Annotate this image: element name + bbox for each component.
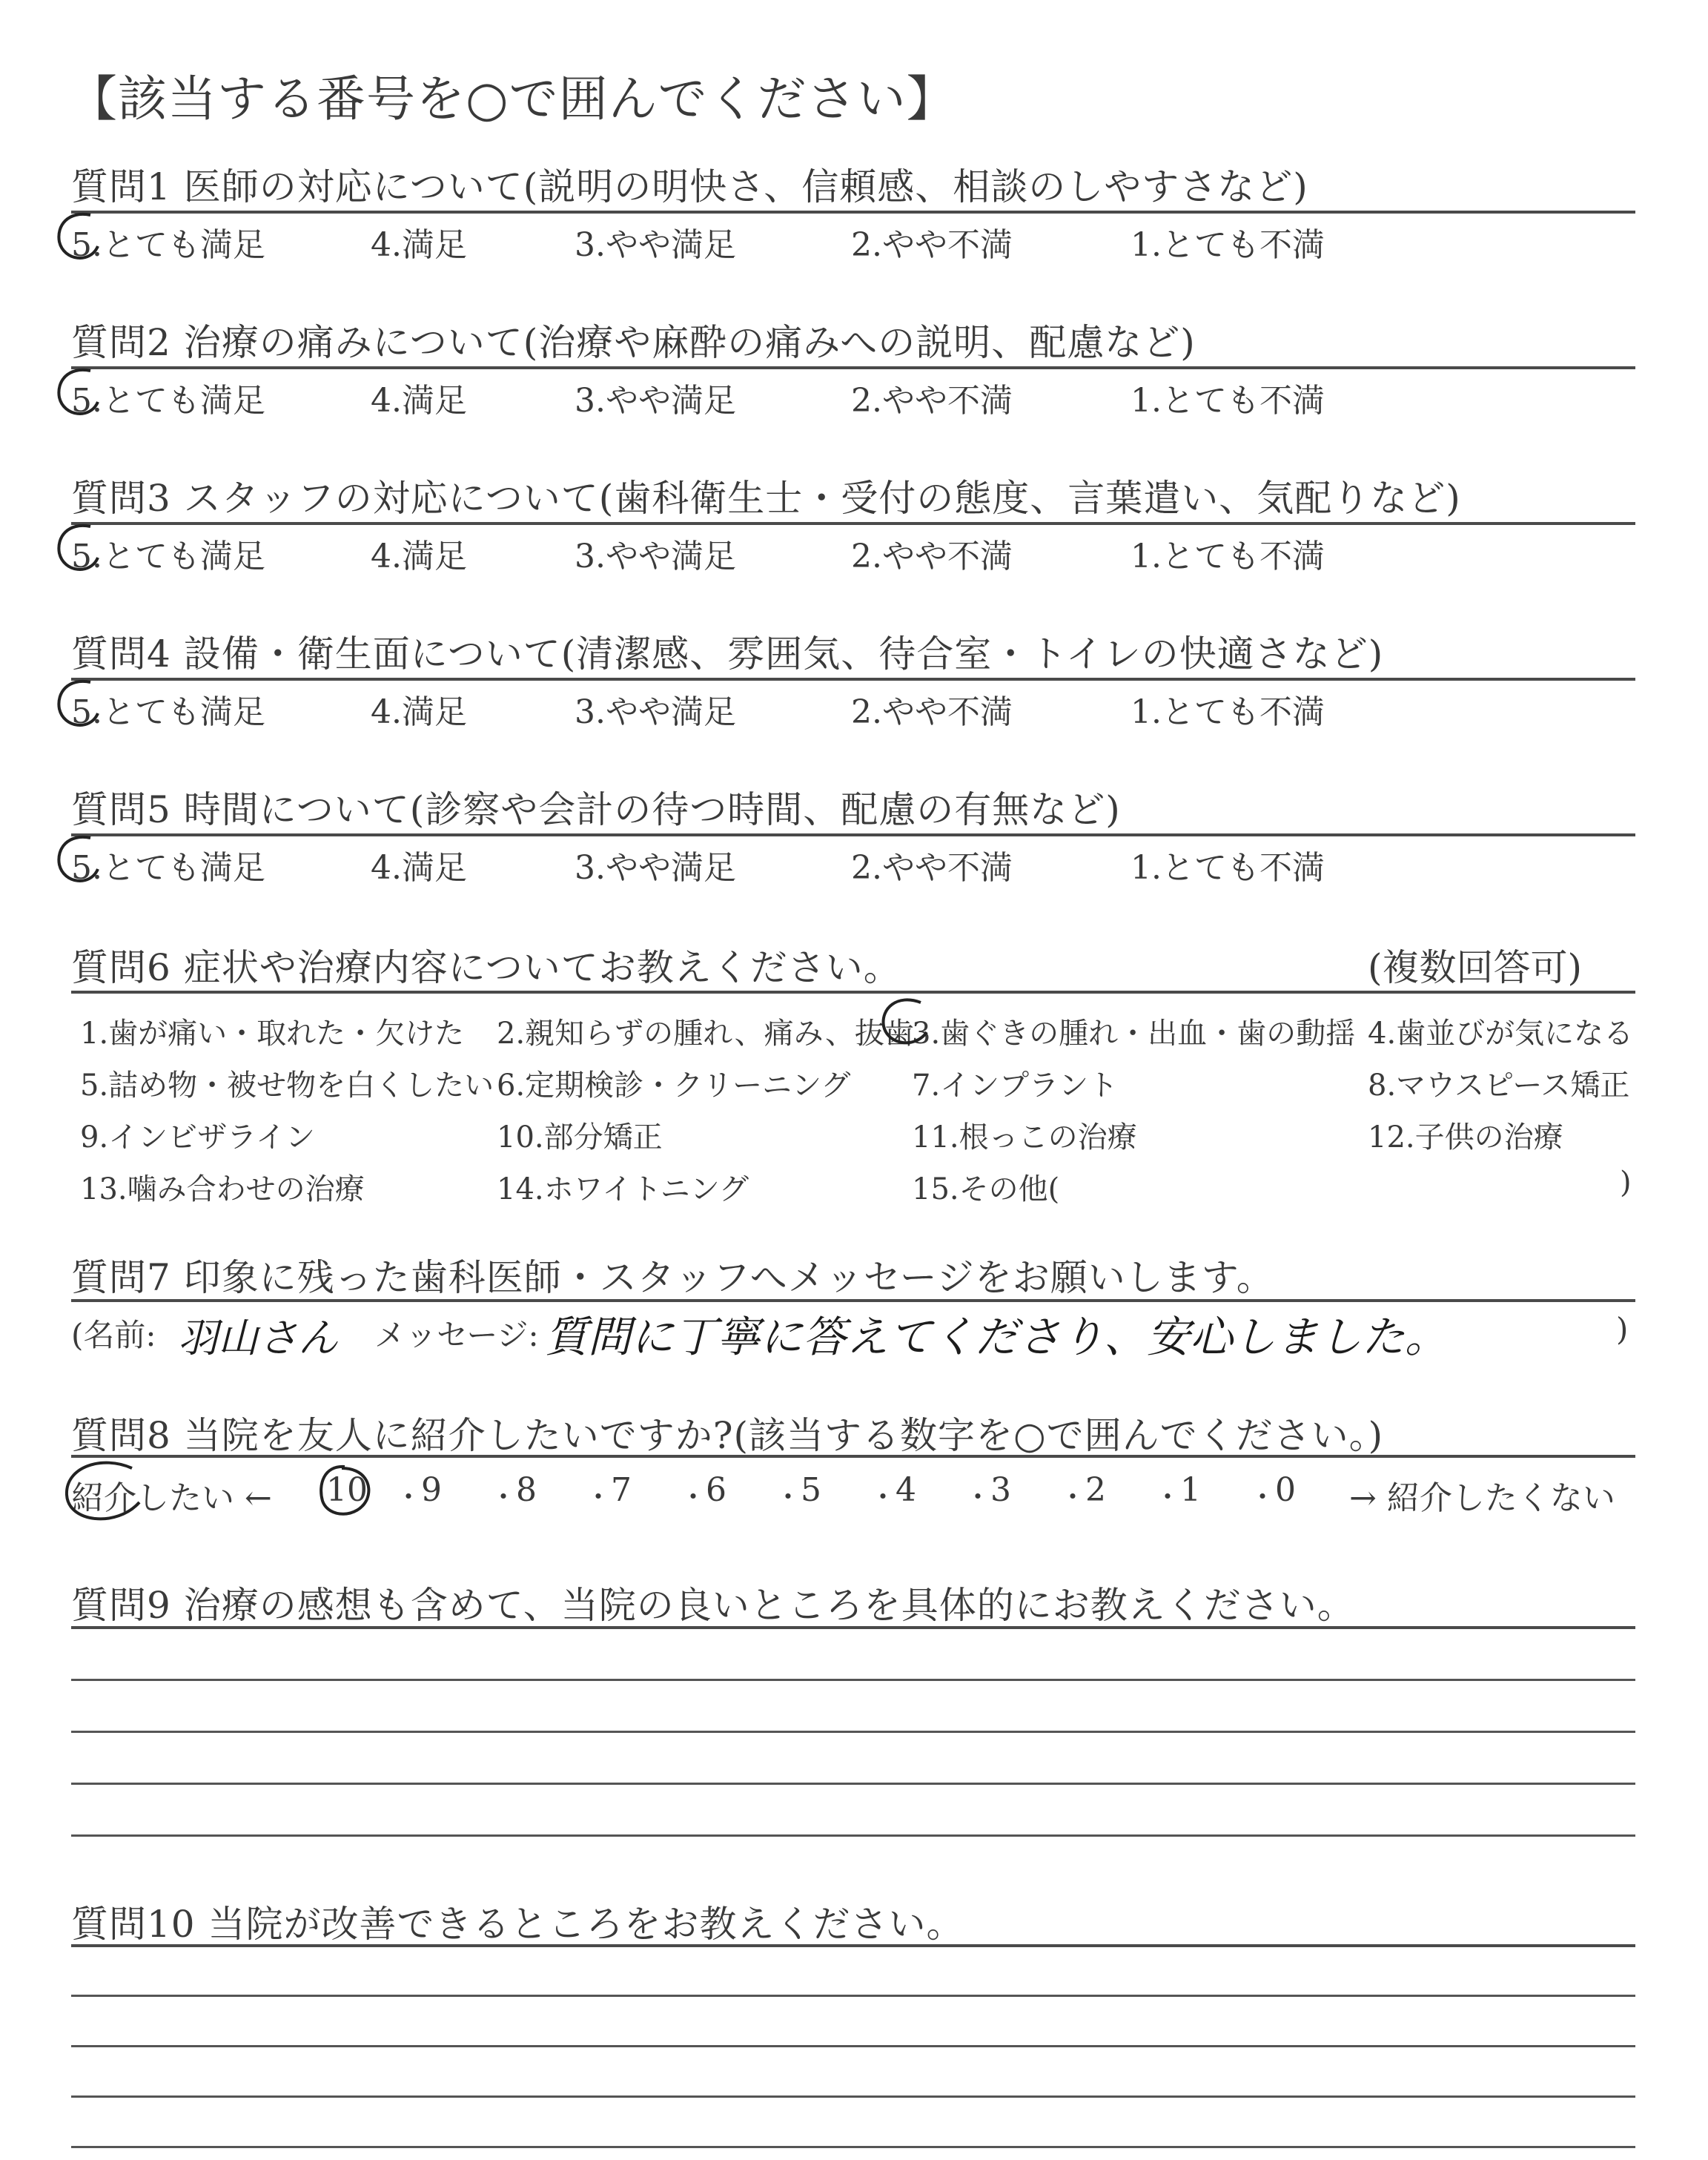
q6-rule [71, 991, 1635, 994]
q2-option-5[interactable]: 5.とても満足 [71, 382, 265, 420]
q10-rule [71, 1944, 1635, 1947]
q8-scale-separator: ・ [1153, 1481, 1182, 1513]
q2-rule [71, 366, 1635, 369]
q6-item-4[interactable]: 4.歯並びが気になる [1368, 1017, 1634, 1051]
q6-item-5[interactable]: 5.詰め物・被せ物を白くしたい [80, 1069, 494, 1103]
q6-item-11[interactable]: 11.根っこの治療 [912, 1120, 1137, 1155]
q8-scale-5[interactable]: 5 [801, 1471, 821, 1509]
q8-scale-8[interactable]: 8 [516, 1471, 537, 1509]
q8-scale-separator: ・ [489, 1481, 518, 1513]
q6-item-14[interactable]: 14.ホワイトニング [497, 1172, 749, 1206]
q8-scale-9[interactable]: 9 [421, 1471, 442, 1509]
q9-answer-line[interactable] [71, 1783, 1635, 1785]
q10-answer-line[interactable] [71, 2095, 1635, 2098]
q10-title: 質問10 当院が改善できるところをお教えください。 [71, 1903, 964, 1946]
q9-answer-line[interactable] [71, 1834, 1635, 1837]
q4-option-5[interactable]: 5.とても満足 [71, 693, 265, 731]
q6-other-close-paren: ) [1620, 1166, 1632, 1200]
q6-item-9[interactable]: 9.インビザライン [80, 1120, 315, 1155]
q6-title: 質問6 症状や治療内容についてお教えください。 [71, 946, 901, 989]
q4-rule [71, 678, 1635, 681]
q5-option-3[interactable]: 3.やや満足 [575, 849, 736, 887]
q8-scale-separator: ・ [679, 1481, 708, 1513]
q9-answer-line[interactable] [71, 1731, 1635, 1733]
q8-scale-separator: ・ [1248, 1481, 1277, 1513]
q5-title: 質問5 時間について(診察や会計の待つ時間、配慮の有無など) [71, 788, 1121, 831]
q6-item-12[interactable]: 12.子供の治療 [1368, 1120, 1563, 1155]
q7-title: 質問7 印象に残った歯科医師・スタッフへメッセージをお願いします。 [71, 1256, 1274, 1299]
q6-item-3[interactable]: 3.歯ぐきの腫れ・出血・歯の動揺 [912, 1017, 1356, 1051]
q1-option-3[interactable]: 3.やや満足 [575, 226, 736, 264]
q6-item-8[interactable]: 8.マウスピース矯正 [1368, 1069, 1630, 1103]
q8-right-label: → 紹介したくない [1349, 1479, 1615, 1517]
form-header: 【該当する番号を○で囲んでください】 [68, 70, 956, 128]
q7-name-value[interactable]: 羽山さん [178, 1315, 338, 1361]
q4-title: 質問4 設備・衛生面について(清潔感、雰囲気、待合室・トイレの快適さなど) [71, 633, 1384, 676]
q1-option-2[interactable]: 2.やや不満 [851, 226, 1013, 264]
q3-option-4[interactable]: 4.満足 [371, 538, 467, 575]
q8-scale-separator: ・ [774, 1481, 803, 1513]
q1-title: 質問1 医師の対応について(説明の明快さ、信頼感、相談のしやすさなど) [71, 165, 1308, 208]
q9-answer-line[interactable] [71, 1679, 1635, 1681]
q5-option-1[interactable]: 1.とても不満 [1131, 849, 1325, 887]
q5-option-5[interactable]: 5.とても満足 [71, 849, 265, 887]
q10-answer-line[interactable] [71, 1995, 1635, 1997]
q8-scale-separator: ・ [394, 1481, 423, 1513]
q3-option-2[interactable]: 2.やや不満 [851, 538, 1013, 575]
q6-item-10[interactable]: 10.部分矯正 [497, 1120, 663, 1155]
q8-scale-7[interactable]: 7 [611, 1471, 632, 1509]
q6-item-2[interactable]: 2.親知らずの腫れ、痛み、抜歯 [497, 1017, 914, 1051]
q8-scale-3[interactable]: 3 [990, 1471, 1011, 1509]
q6-item-13[interactable]: 13.噛み合わせの治療 [80, 1172, 365, 1206]
q7-name-label: (名前: [71, 1317, 156, 1353]
q5-rule [71, 833, 1635, 836]
q8-scale-10[interactable]: 10 [326, 1471, 368, 1509]
q3-option-5[interactable]: 5.とても満足 [71, 538, 265, 575]
q4-option-3[interactable]: 3.やや満足 [575, 693, 736, 731]
q8-left-label: 紹介したい ← [71, 1479, 272, 1517]
q3-rule [71, 522, 1635, 525]
q1-option-1[interactable]: 1.とても不満 [1131, 226, 1325, 264]
q8-scale-4[interactable]: 4 [896, 1471, 916, 1509]
q3-option-3[interactable]: 3.やや満足 [575, 538, 736, 575]
q8-scale-2[interactable]: 2 [1085, 1471, 1106, 1509]
q8-scale-separator: ・ [1059, 1481, 1088, 1513]
q8-scale-separator: ・ [964, 1481, 993, 1513]
q6-item-1[interactable]: 1.歯が痛い・取れた・欠けた [80, 1017, 465, 1051]
q8-scale-6[interactable]: 6 [706, 1471, 726, 1509]
q10-answer-line[interactable] [71, 2045, 1635, 2047]
q8-scale-separator: ・ [584, 1481, 613, 1513]
q2-option-3[interactable]: 3.やや満足 [575, 382, 736, 420]
q6-note: (複数回答可) [1368, 946, 1583, 989]
q8-scale-0[interactable]: 0 [1275, 1471, 1296, 1509]
q5-option-4[interactable]: 4.満足 [371, 849, 467, 887]
q7-close-paren: ) [1616, 1311, 1629, 1347]
q1-option-4[interactable]: 4.満足 [371, 226, 467, 264]
q3-title: 質問3 スタッフの対応について(歯科衛生士・受付の態度、言葉遣い、気配りなど) [71, 477, 1461, 520]
q8-scale-1[interactable]: 1 [1180, 1471, 1201, 1509]
q4-option-1[interactable]: 1.とても不満 [1131, 693, 1325, 731]
q4-option-4[interactable]: 4.満足 [371, 693, 467, 731]
q2-title: 質問2 治療の痛みについて(治療や麻酔の痛みへの説明、配慮など) [71, 321, 1196, 364]
q2-option-1[interactable]: 1.とても不満 [1131, 382, 1325, 420]
q6-item-6[interactable]: 6.定期検診・クリーニング [497, 1069, 851, 1103]
q6-item-15[interactable]: 15.その他( [912, 1172, 1060, 1206]
q8-scale-separator: ・ [869, 1481, 898, 1513]
q7-message-label: メッセージ: [374, 1317, 539, 1353]
q2-option-2[interactable]: 2.やや不満 [851, 382, 1013, 420]
q7-message-value[interactable]: 質問に丁寧に答えてくださり、安心しました。 [545, 1312, 1449, 1362]
q9-rule [71, 1626, 1635, 1629]
q6-item-7[interactable]: 7.インプラント [912, 1069, 1119, 1103]
q3-option-1[interactable]: 1.とても不満 [1131, 538, 1325, 575]
q8-title: 質問8 当院を友人に紹介したいですか?(該当する数字を○で囲んでください。) [71, 1414, 1384, 1457]
q1-option-5[interactable]: 5.とても満足 [71, 226, 265, 264]
q2-option-4[interactable]: 4.満足 [371, 382, 467, 420]
q10-answer-line[interactable] [71, 2146, 1635, 2148]
q9-title: 質問9 治療の感想も含めて、当院の良いところを具体的にお教えください。 [71, 1584, 1355, 1627]
q4-option-2[interactable]: 2.やや不満 [851, 693, 1013, 731]
q5-option-2[interactable]: 2.やや不満 [851, 849, 1013, 887]
q8-rule [71, 1455, 1635, 1458]
q1-rule [71, 211, 1635, 214]
